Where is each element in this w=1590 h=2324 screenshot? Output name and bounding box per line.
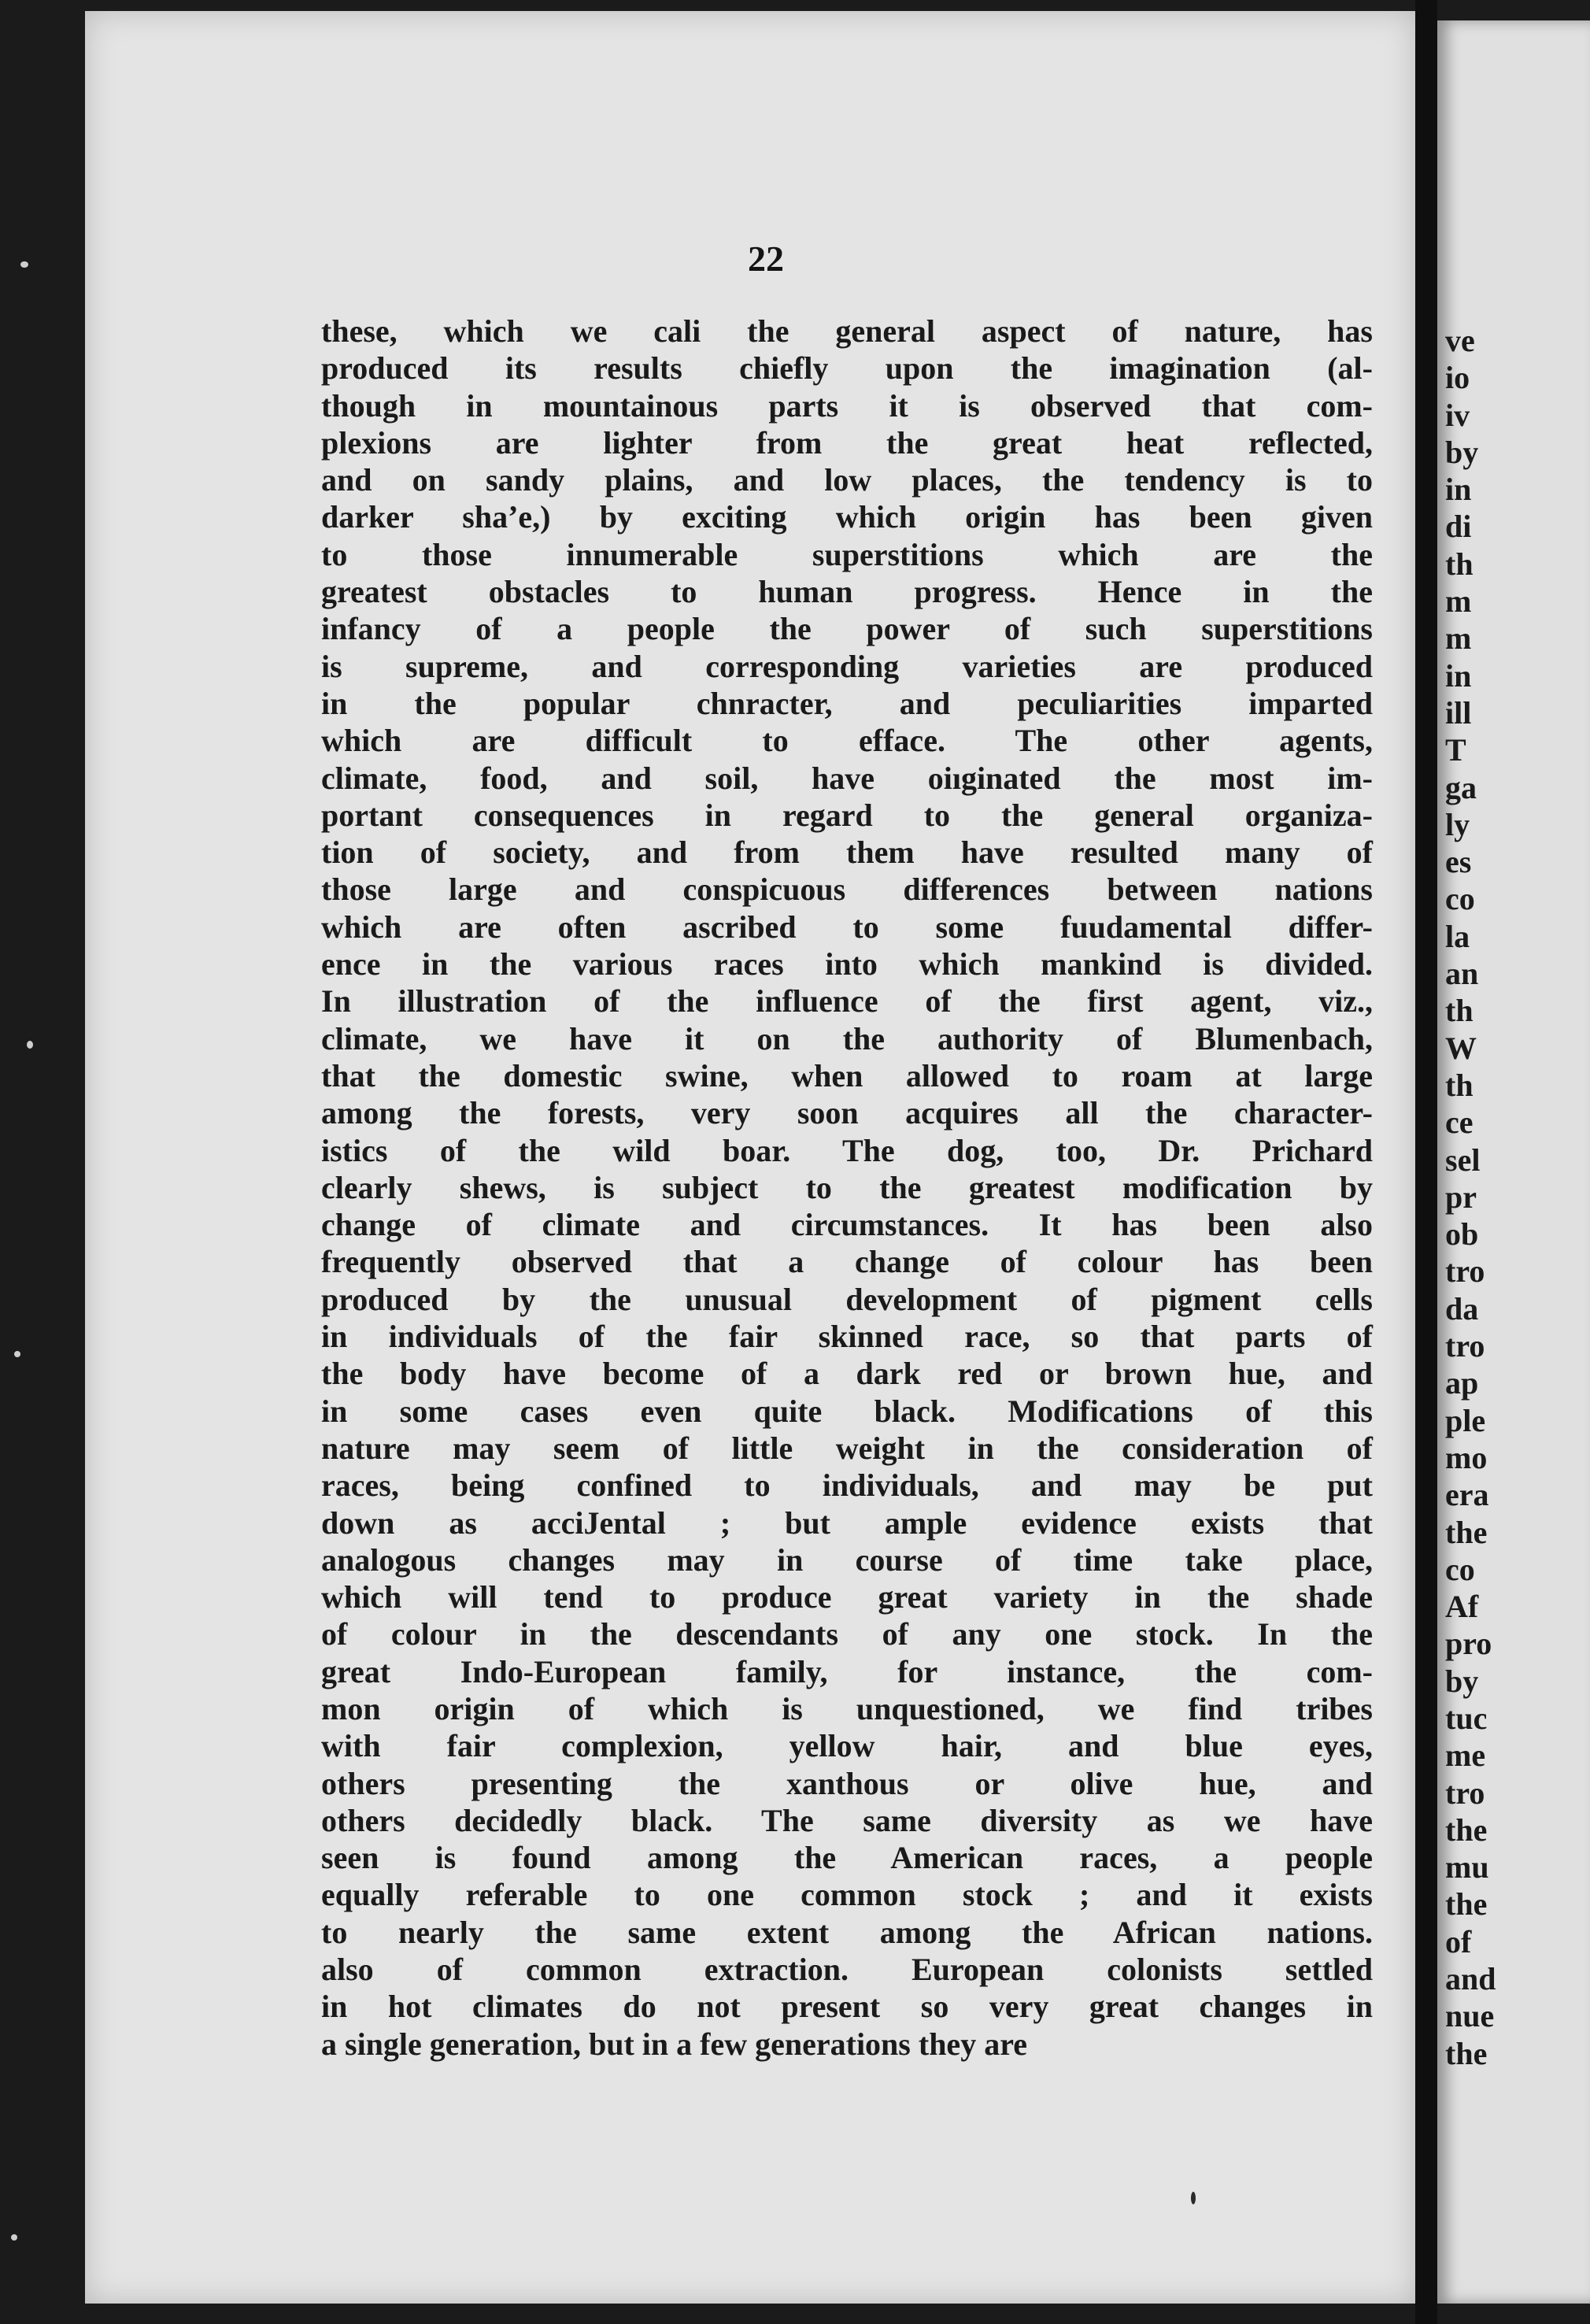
body-text [321,313,1373,2063]
facing-text-fragment: in [1445,657,1472,694]
facing-text-fragment: nue [1445,1998,1495,2034]
facing-text-fragment: ga [1445,769,1477,805]
facing-text-fragment: the [1445,2035,1488,2071]
text-line: greatest obstacles to human progress. Hence in the [321,574,1373,610]
text-line: down as acciJental ; but ample evidence exists that [321,1504,1373,1541]
text-line: change of climate and circumstances. It has been also [321,1207,1373,1243]
facing-text-fragment: ap [1445,1365,1479,1401]
text-line: is supreme, and corresponding varieties are produced [321,648,1373,684]
text-line: in the popular chnracter, and peculiarities imparted [321,685,1373,721]
text-line: analogous changes may in course of time take place, [321,1541,1373,1578]
text-line: In illustration of the influence of the first agent, viz., [321,983,1373,1020]
page-gutter [1415,0,1437,2324]
facing-text-fragment: th [1445,993,1474,1029]
facing-text-fragment: an [1445,956,1479,992]
facing-text-fragment: tro [1445,1328,1485,1364]
text-line: produced by the unusual development of pigment cells [321,1281,1373,1317]
facing-text-fragment: era [1445,1477,1489,1513]
facing-page-text [1445,322,1496,2072]
ink-speck [1191,2192,1196,2204]
facing-text-fragment: th [1445,546,1474,582]
facing-text-fragment: ly [1445,806,1470,842]
text-line: those large and conspicuous differences between nations [321,872,1373,908]
text-line: which are often ascribed to some fuudamental differ- [321,909,1373,945]
facing-text-fragment: tro [1445,1253,1485,1290]
facing-text-fragment: ce [1445,1105,1474,1141]
facing-text-fragment: iv [1445,397,1470,433]
facing-text-fragment: Af [1445,1589,1479,1625]
facing-text-fragment: the [1445,1886,1488,1922]
text-line: climate, food, and soil, have oiıginated the most im- [321,760,1373,796]
facing-text-fragment: di [1445,509,1472,545]
text-line: in some cases even quite black. Modifications of this [321,1393,1373,1429]
text-line: with fair complexion, yellow hair, and blue eyes, [321,1728,1373,1764]
text-line: among the forests, very soon acquires all the character- [321,1095,1373,1131]
text-line: to those innumerable superstitions which are the [321,536,1373,572]
text-line: clearly shews, is subject to the greatest modification by [321,1169,1373,1205]
text-line: frequently observed that a change of colour has been [321,1244,1373,1280]
facing-text-fragment: ill [1445,694,1472,731]
text-line: and on sandy plains, and low places, the tendency is to [321,462,1373,498]
facing-text-fragment: and [1445,1961,1496,1997]
text-line: portant consequences in regard to the general organiza- [321,797,1373,833]
scan-speck [11,2234,17,2241]
facing-text-fragment: T [1445,732,1466,768]
facing-text-fragment: co [1445,1551,1475,1587]
text-line: tion of society, and from them have resulted many of [321,834,1373,871]
facing-text-fragment: pr [1445,1179,1477,1215]
text-line: plexions are lighter from the great heat reflected, [321,424,1373,461]
facing-text-fragment: by [1445,434,1479,470]
facing-text-fragment: in [1445,472,1472,508]
book-page [85,11,1415,2304]
facing-page [1437,20,1590,2304]
facing-text-fragment: pro [1445,1626,1492,1662]
facing-text-fragment: io [1445,360,1470,396]
facing-text-fragment: sel [1445,1142,1481,1178]
text-line: which are difficult to efface. The other agents, [321,723,1373,759]
facing-text-fragment: la [1445,918,1470,954]
text-line: others decidedly black. The same diversity as we have [321,1802,1373,1838]
text-line: a single generation, but in a few generations they are [321,2026,1027,2062]
facing-text-fragment: tro [1445,1774,1485,1811]
text-line: equally referable to one common stock ; and it exists [321,1877,1373,1913]
scan-speck [14,1351,20,1357]
text-line: produced its results chiefly upon the imagination (al- [321,350,1373,387]
text-line: of colour in the descendants of any one stock. In the [321,1616,1373,1652]
facing-text-fragment: m [1445,583,1472,620]
text-line: istics of the wild boar. The dog, too, Dr. Prichard [321,1132,1373,1168]
text-line: darker shaʼe,) by exciting which origin has been given [321,499,1373,535]
scan-speck [27,1041,33,1049]
text-line: in individuals of the fair skinned race, so that parts of [321,1319,1373,1355]
facing-text-fragment: by [1445,1663,1479,1699]
facing-text-fragment: mu [1445,1849,1489,1885]
facing-text-fragment: tuc [1445,1700,1488,1736]
text-line: also of common extraction. European colonists settled [321,1952,1373,1988]
text-line: races, being confined to individuals, and may be put [321,1467,1373,1504]
facing-text-fragment: es [1445,844,1472,880]
facing-text-fragment: mo [1445,1439,1488,1475]
text-line: ence in the various races into which mankind is divided. [321,946,1373,983]
facing-text-fragment: th [1445,1067,1474,1103]
facing-text-fragment: ob [1445,1216,1479,1253]
text-line: others presenting the xanthous or olive hue, and [321,1765,1373,1801]
scan-speck [20,261,28,268]
text-line: that the domestic swine, when allowed to roam at large [321,1057,1373,1094]
facing-text-fragment: W [1445,1030,1477,1066]
text-line: which will tend to produce great variety in the shade [321,1579,1373,1615]
text-line: to nearly the same extent among the African nations. [321,1914,1373,1950]
facing-text-fragment: da [1445,1290,1479,1327]
facing-text-fragment: me [1445,1737,1486,1774]
text-line: seen is found among the American races, a people [321,1840,1373,1876]
text-line: the body have become of a dark red or brown hue, and [321,1356,1373,1392]
facing-text-fragment: the [1445,1811,1488,1848]
page-number: 22 [748,239,784,279]
facing-text-fragment: of [1445,1923,1472,1959]
facing-text-fragment: ple [1445,1402,1486,1438]
text-line: mon origin of which is unquestioned, we find tribes [321,1690,1373,1726]
text-line: great Indo-European family, for instance, the com- [321,1653,1373,1689]
facing-text-fragment: vе [1445,323,1475,358]
text-line: nature may seem of little weight in the consideration of [321,1430,1373,1466]
text-line: these, which we cali the general aspect of nature, has [321,313,1373,349]
text-line: infancy of a people the power of such superstitions [321,611,1373,647]
text-line: in hot climates do not present so very great changes in [321,1989,1373,2025]
facing-text-fragment: co [1445,881,1475,917]
text-line: climate, we have it on the authority of Blumenbach, [321,1020,1373,1057]
facing-text-fragment: m [1445,620,1472,657]
text-line: though in mountainous parts it is observed that com- [321,387,1373,424]
facing-text-fragment: the [1445,1514,1488,1550]
